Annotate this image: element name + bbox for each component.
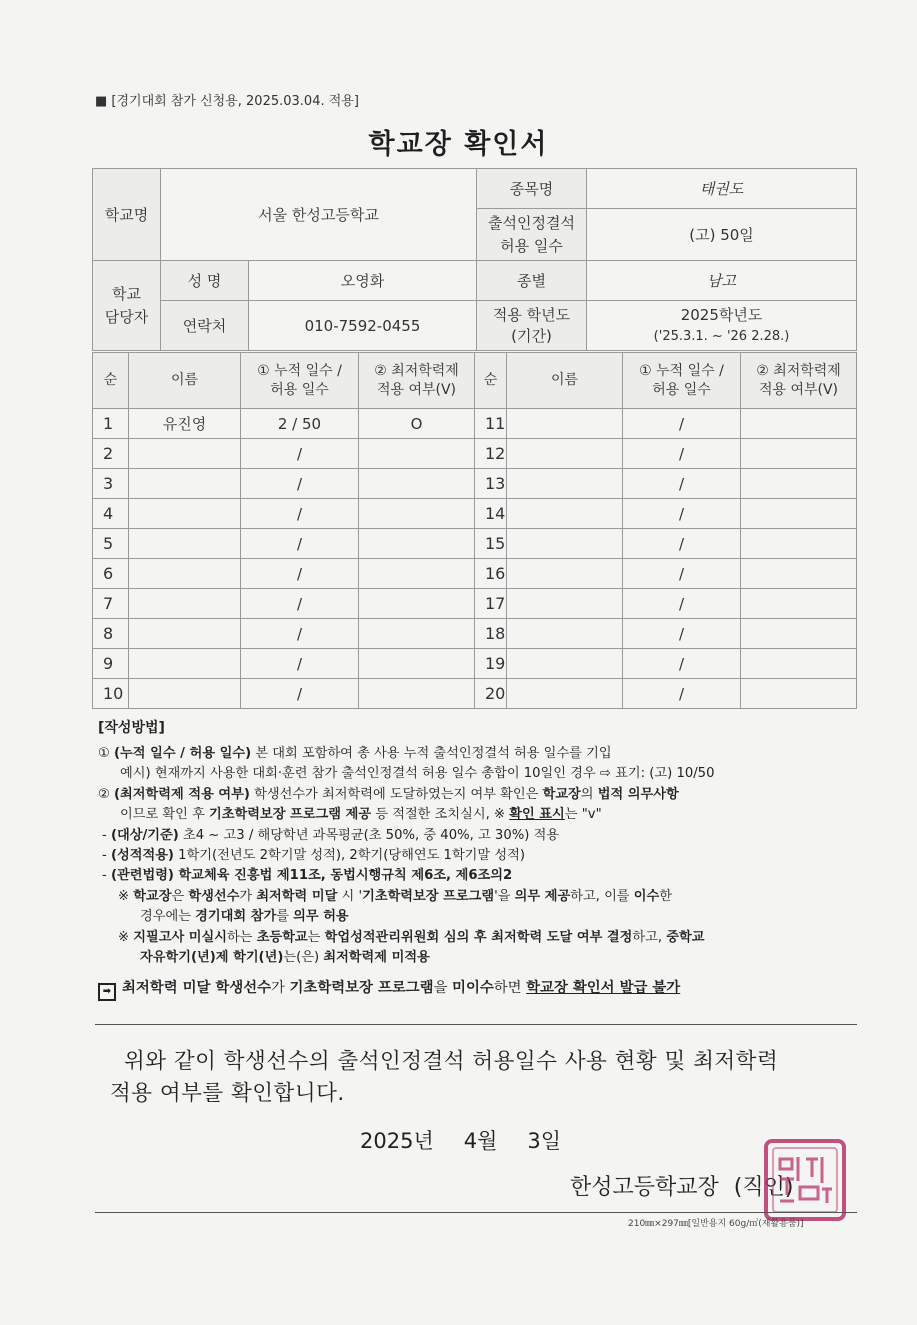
student-name-left <box>129 469 241 499</box>
divider-bottom <box>95 1212 857 1213</box>
header-min-left-line1: ② 최저학력제 <box>374 362 459 379</box>
days-cell-right: / <box>623 439 741 469</box>
instruction-2 <box>98 785 858 805</box>
table-row <box>93 469 857 499</box>
note-1-p2: 가 <box>239 888 257 904</box>
sport-label: 종목명 <box>477 169 587 209</box>
instruction-2-particle: 의 <box>580 786 598 802</box>
instruction-note-1 <box>98 887 858 907</box>
issue-date <box>360 1125 591 1155</box>
instruction-2-cont-mark: 확인 표시 <box>509 807 565 823</box>
days-cell-left: / <box>241 589 359 619</box>
warning-line <box>98 977 858 1001</box>
academic-year-label-line2: (기간) <box>511 326 552 345</box>
academic-year-period: ('25.3.1. ~ '26 2.28.) <box>653 329 790 345</box>
instruction-grades-key: (성적적용) <box>110 847 174 863</box>
instructions-title: [작성방법] <box>98 720 165 736</box>
note-2-p1: 하는 <box>227 929 257 945</box>
manager-name-value: 오영화 <box>249 261 477 301</box>
manager-name-label: 성 명 <box>161 261 249 301</box>
note-2-p3: 하고, <box>632 929 667 945</box>
sport-value: 태권도 <box>587 169 857 209</box>
note-1-p5: 하고, 이를 <box>570 888 634 904</box>
header-name-left: 이름 <box>129 353 241 409</box>
row-number-left: 5 <box>93 529 129 559</box>
student-name-right <box>507 589 623 619</box>
student-name-left <box>129 649 241 679</box>
days-cell-left: / <box>241 499 359 529</box>
absence-days-label-line1: 출석인정결석 <box>488 214 575 232</box>
row-number-right: 17 <box>475 589 507 619</box>
academic-year-label <box>477 301 587 351</box>
note-2-cont-notapplied: 최저학력제 미적용 <box>323 950 430 966</box>
student-name-right <box>507 559 623 589</box>
row-number-left: 10 <box>93 679 129 709</box>
warning-b: 가 <box>271 979 290 996</box>
instruction-2-mark: ② <box>98 786 115 802</box>
days-cell-right: / <box>623 529 741 559</box>
table-row <box>93 619 857 649</box>
student-name-right <box>507 439 623 469</box>
student-name-right <box>507 649 623 679</box>
header-days-left <box>241 353 359 409</box>
table-row <box>93 409 857 439</box>
header-min-right-line1: ② 최저학력제 <box>756 362 841 379</box>
student-rows <box>93 409 857 709</box>
header-min-left-line2: 적용 여부(V) <box>376 381 457 398</box>
days-cell-left: / <box>241 619 359 649</box>
instruction-1-key: (누적 일수 / 허용 일수) <box>114 745 252 761</box>
note-2-cont-free: 자유학기(년)제 학기(년) <box>140 950 284 966</box>
note-1-cont-allow: 의무 허용 <box>293 909 349 925</box>
header-days-right-line1: ① 누적 일수 / <box>639 362 724 379</box>
student-name-right <box>507 679 623 709</box>
header-days-right <box>623 353 741 409</box>
note-1-p6: 한 <box>659 888 672 904</box>
category-value: 남고 <box>587 261 857 301</box>
student-name-right <box>507 469 623 499</box>
warning-f: 하면 <box>493 979 527 996</box>
row-number-left: 2 <box>93 439 129 469</box>
student-name-left: 유진영 <box>129 409 241 439</box>
academic-year-label-line1: 적용 학년도 <box>492 305 571 324</box>
instruction-law-dash: - <box>102 868 111 884</box>
row-number-left: 8 <box>93 619 129 649</box>
min-level-cell-left <box>359 559 475 589</box>
min-level-cell-right <box>741 649 857 679</box>
header-min-right-line2: 적용 여부(V) <box>758 381 839 398</box>
academic-year-value-line1: 2025학년도 <box>680 306 763 325</box>
instruction-grades <box>98 846 858 866</box>
min-level-cell-left <box>359 439 475 469</box>
min-level-cell-left: O <box>359 409 475 439</box>
row-number-right: 20 <box>475 679 507 709</box>
days-cell-right: / <box>623 679 741 709</box>
header-days-left-line2: 허용 일수 <box>270 381 329 398</box>
note-1-provide: 의무 제공 <box>514 888 571 904</box>
application-note: ■ [경기대회 참가 신청용, 2025.03.04. 적용] <box>95 94 359 109</box>
instruction-grades-dash: - <box>102 847 111 863</box>
principal-name: 한성고등학교장 <box>570 1175 719 1200</box>
note-2-elementary: 초등학교 <box>256 929 308 945</box>
row-number-right: 16 <box>475 559 507 589</box>
min-level-cell-left <box>359 589 475 619</box>
table-row <box>93 589 857 619</box>
header-min-left <box>359 353 475 409</box>
instruction-1-mark: ① <box>98 745 115 761</box>
student-name-right <box>507 409 623 439</box>
row-number-right: 13 <box>475 469 507 499</box>
min-level-cell-right <box>741 439 857 469</box>
instruction-law <box>98 866 858 886</box>
row-number-right: 18 <box>475 619 507 649</box>
document-title: 학교장 확인서 <box>368 129 549 160</box>
instruction-2-cont-c: 등 적절한 조치실시, ※ <box>371 807 510 823</box>
instruction-2-key: (최저학력제 적용 여부) <box>114 786 250 802</box>
days-cell-left: / <box>241 469 359 499</box>
warning-a: 최저학력 미달 학생선수 <box>122 979 272 996</box>
days-cell-left: / <box>241 559 359 589</box>
school-name-value: 서울 한성고등학교 <box>161 169 477 261</box>
min-level-cell-left <box>359 499 475 529</box>
instruction-1-text: 본 대회 포함하여 총 사용 누적 출석인정결석 허용 일수를 기입 <box>251 745 612 761</box>
table-row <box>93 529 857 559</box>
absence-days-value: (고) 50일 <box>587 209 857 261</box>
min-level-cell-right <box>741 679 857 709</box>
warning-e: 미이수 <box>452 979 494 996</box>
category-label: 종별 <box>477 261 587 301</box>
absence-days-label-line2: 허용 일수 <box>500 236 563 255</box>
note-1-p4: '을 <box>494 888 515 904</box>
days-cell-right: / <box>623 559 741 589</box>
instruction-2-duty: 법적 의무사항 <box>597 786 679 802</box>
note-1-p1: 은 <box>171 888 189 904</box>
arrow-box-icon: ➡ <box>98 983 116 1001</box>
student-name-left <box>129 619 241 649</box>
instruction-note-1-cont <box>98 907 858 927</box>
min-level-cell-right <box>741 469 857 499</box>
manager-label-line2: 담당자 <box>104 307 149 326</box>
instruction-grades-text: 1학기(전년도 2학기말 성적), 2학기(당해연도 1학기말 성적) <box>173 847 525 863</box>
note-1-cont-competition: 경기대회 참가 <box>195 909 277 925</box>
instruction-target-dash: - <box>102 827 111 843</box>
note-1-cont-c: 를 <box>276 909 294 925</box>
seal-label: (직인) <box>733 1175 794 1200</box>
academic-year-value <box>587 301 857 351</box>
min-level-cell-left <box>359 529 475 559</box>
instruction-target-text: 초4 ~ 고3 / 해당학년 과목평균(초 50%, 중 40%, 고 30%) 적용 <box>178 827 560 843</box>
date-day: 3일 <box>527 1129 562 1153</box>
min-level-cell-left <box>359 649 475 679</box>
min-level-cell-right <box>741 559 857 589</box>
table-row <box>93 499 857 529</box>
days-cell-left: / <box>241 679 359 709</box>
student-table <box>92 352 857 709</box>
student-name-left <box>129 499 241 529</box>
confirmation-line1: 위와 같이 학생선수의 출석인정결석 허용일수 사용 현황 및 최저학력 <box>124 1049 779 1074</box>
row-number-left: 9 <box>93 649 129 679</box>
instruction-2-text: 학생선수가 최저학력에 도달하였는지 여부 확인은 <box>249 786 543 802</box>
note-1-program: 기초학력보장 프로그램 <box>362 888 495 904</box>
min-level-cell-left <box>359 469 475 499</box>
days-cell-right: / <box>623 649 741 679</box>
row-number-right: 19 <box>475 649 507 679</box>
note-1-below: 최저학력 미달 <box>256 888 338 904</box>
writing-instructions <box>98 718 858 1001</box>
school-info-table <box>92 168 857 351</box>
note-1-athlete: 학생선수 <box>188 888 240 904</box>
min-level-cell-right <box>741 619 857 649</box>
divider-top <box>95 1024 857 1025</box>
manager-label-line1: 학교 <box>112 285 141 303</box>
student-name-right <box>507 619 623 649</box>
table-row <box>93 679 857 709</box>
table-row <box>93 439 857 469</box>
days-cell-right: / <box>623 499 741 529</box>
instruction-2-principal: 학교장 <box>542 786 581 802</box>
row-number-left: 1 <box>93 409 129 439</box>
warning-g: 학교장 확인서 발급 불가 <box>526 979 681 996</box>
days-cell-right: / <box>623 589 741 619</box>
table-row <box>93 649 857 679</box>
instruction-2-cont-e: 는 "v" <box>564 807 602 823</box>
instruction-2-cont-a: 이므로 확인 후 <box>120 807 210 823</box>
instruction-note-2 <box>98 928 858 948</box>
header-name-right: 이름 <box>507 353 623 409</box>
student-name-left <box>129 559 241 589</box>
instruction-1-example: 예시) 현재까지 사용한 대회·훈련 참가 출석인정결석 허용 일수 총합이 10일인 경우 ⇨ 표기: (고) 10/50 <box>120 766 715 782</box>
header-days-left-line1: ① 누적 일수 / <box>257 362 342 379</box>
min-level-cell-right <box>741 589 857 619</box>
student-name-left <box>129 589 241 619</box>
days-cell-left: 2 / 50 <box>241 409 359 439</box>
note-2-middle: 중학교 <box>666 929 705 945</box>
date-year: 2025년 <box>360 1129 434 1153</box>
paper-spec: 210㎜×297㎜[일반용지 60g/㎡(재활용품)] <box>628 1219 804 1229</box>
instruction-2-cont-program: 기초학력보장 프로그램 제공 <box>209 807 372 823</box>
row-number-left: 6 <box>93 559 129 589</box>
student-name-left <box>129 679 241 709</box>
confirmation-text <box>110 1046 850 1111</box>
note-1-mark: ※ <box>118 888 134 904</box>
instruction-target-key: (대상/기준) <box>110 827 179 843</box>
min-level-cell-left <box>359 679 475 709</box>
min-level-cell-left <box>359 619 475 649</box>
table-row <box>93 559 857 589</box>
days-cell-left: / <box>241 439 359 469</box>
student-name-right <box>507 499 623 529</box>
instruction-note-2-cont <box>98 948 858 968</box>
header-seq-left: 순 <box>93 353 129 409</box>
note-2-committee: 학업성적관리위원회 심의 후 최저학력 도달 여부 결정 <box>324 929 633 945</box>
days-cell-left: / <box>241 649 359 679</box>
absence-days-label <box>477 209 587 261</box>
note-2-cont-p: 는(은) <box>283 950 324 966</box>
row-number-right: 12 <box>475 439 507 469</box>
school-name-label: 학교명 <box>93 169 161 261</box>
days-cell-right: / <box>623 409 741 439</box>
min-level-cell-right <box>741 529 857 559</box>
student-name-right <box>507 529 623 559</box>
note-2-mark: ※ <box>118 929 134 945</box>
min-level-cell-right <box>741 499 857 529</box>
confirmation-line2: 적용 여부를 확인합니다. <box>110 1081 345 1107</box>
days-cell-left: / <box>241 529 359 559</box>
instruction-1 <box>98 744 858 764</box>
row-number-left: 3 <box>93 469 129 499</box>
warning-d: 을 <box>433 979 453 996</box>
header-min-right <box>741 353 857 409</box>
instruction-target <box>98 826 858 846</box>
note-1-principal: 학교장 <box>133 888 172 904</box>
date-month: 4월 <box>463 1129 498 1153</box>
note-1-p3: 시 ' <box>337 888 363 904</box>
student-name-left <box>129 529 241 559</box>
manager-contact-label: 연락처 <box>161 301 249 351</box>
note-1-complete: 이수 <box>633 888 660 904</box>
warning-c: 기초학력보장 프로그램 <box>289 979 434 996</box>
min-level-cell-right <box>741 409 857 439</box>
row-number-right: 15 <box>475 529 507 559</box>
row-number-right: 11 <box>475 409 507 439</box>
student-name-left <box>129 439 241 469</box>
days-cell-right: / <box>623 619 741 649</box>
row-number-left: 4 <box>93 499 129 529</box>
manager-contact-value: 010-7592-0455 <box>249 301 477 351</box>
days-cell-right: / <box>623 469 741 499</box>
row-number-left: 7 <box>93 589 129 619</box>
note-2-p2: 는 <box>307 929 325 945</box>
note-2-noexam: 지필고사 미실시 <box>133 929 228 945</box>
manager-label <box>93 261 161 351</box>
row-number-right: 14 <box>475 499 507 529</box>
header-seq-right: 순 <box>475 353 507 409</box>
header-days-right-line2: 허용 일수 <box>652 381 711 398</box>
note-1-cont-a: 경우에는 <box>140 909 196 925</box>
instruction-2-cont <box>98 805 858 825</box>
instruction-law-text: (관련법령) 학교체육 진흥법 제11조, 동법시행규칙 제6조, 제6조의2 <box>110 868 513 884</box>
